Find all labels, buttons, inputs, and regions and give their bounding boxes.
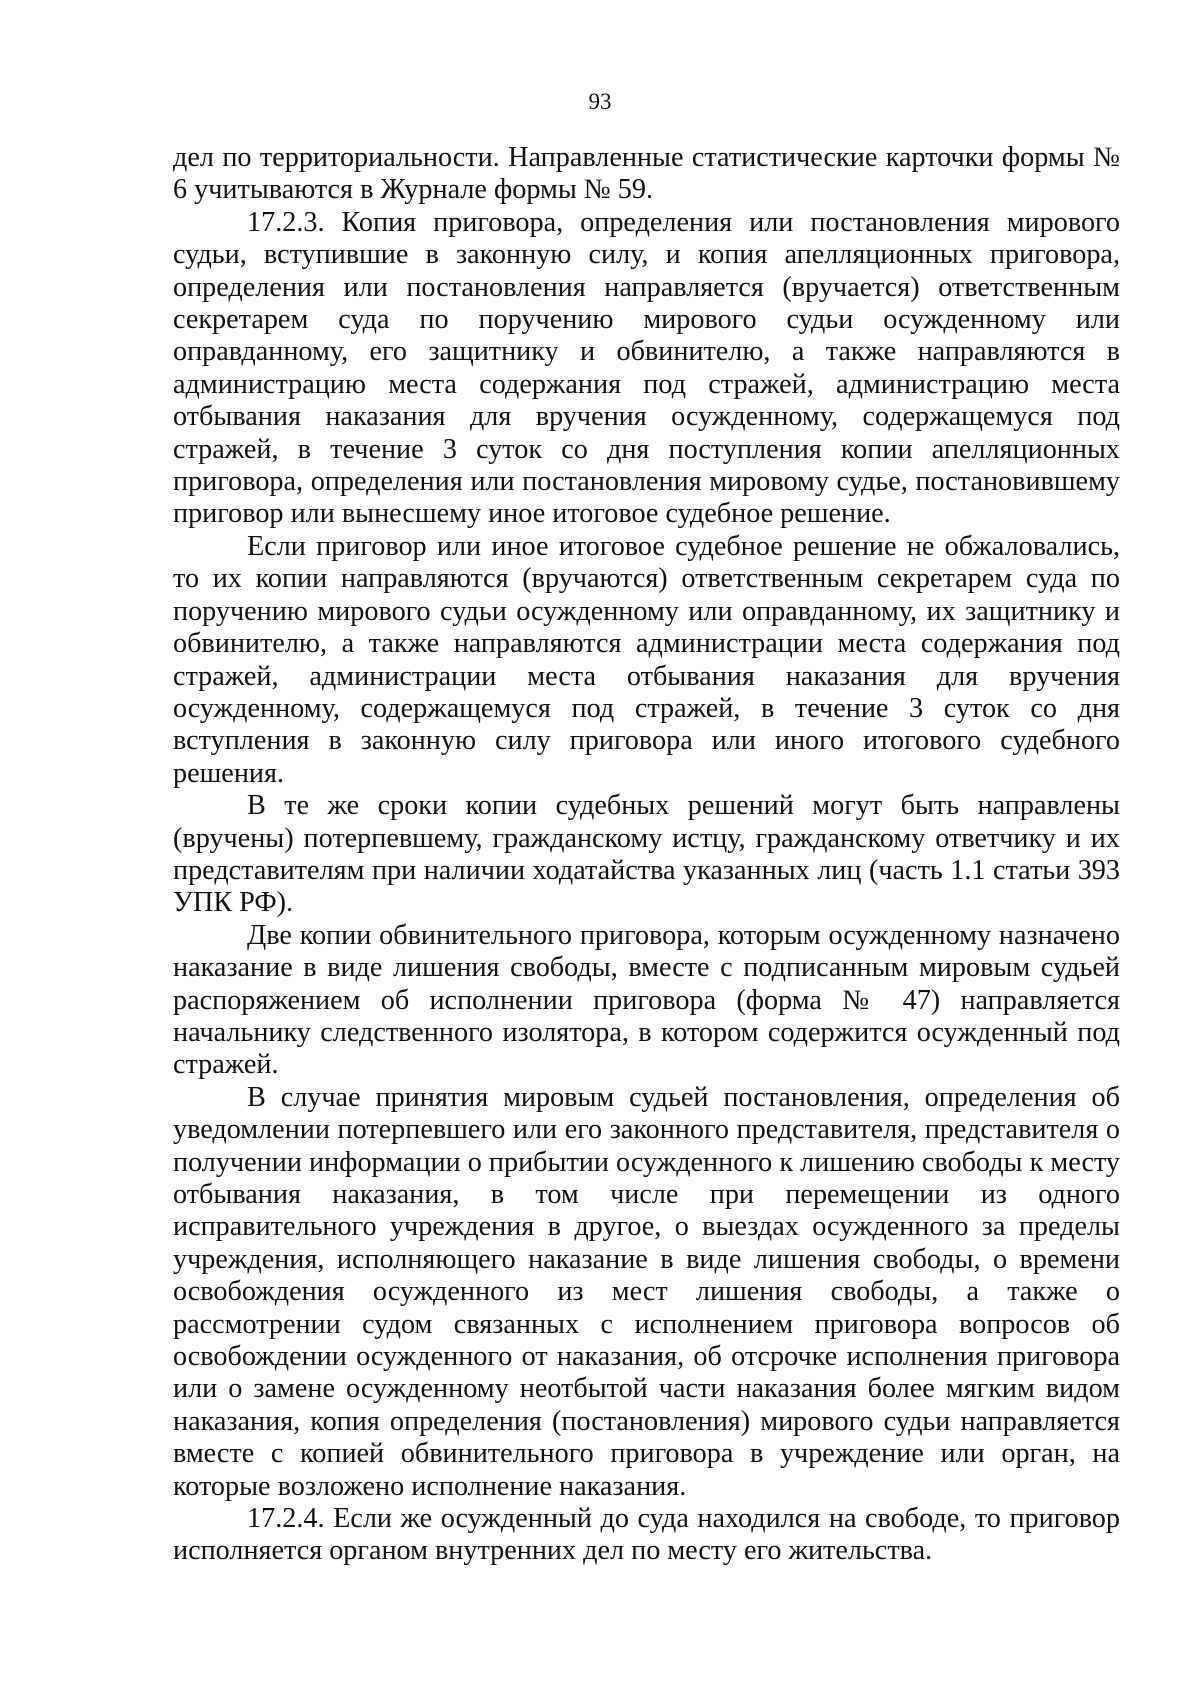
paragraph-victim-notification: В случае принятия мировым судьей постановления, определения об уведомлении потерпевшего или его законного представителя, представителя о получении информации о прибытии осужденного к лишению свободы к месту отбывания наказания, в том числе при перемещении из одного исправительного учреждения в другое, о выездах осужденного за пределы учреждения, исполняющего наказание в виде лишения свободы, о времени освобождения осужденного из мест лишения свободы, а также о рассмотрении судом связанных с исполнением приговора вопросов об освобождении осужденного от наказания, об отсрочке исполнения приговора или о замене осужденному неотбытой части наказания более мягким видом наказания, копия определения (постановления) мирового судьи направляется вместе с копией обвинительного приговора в учреждение или орган, на которые возложено исполнение наказания. (173, 1081, 1120, 1502)
paragraph-17-2-3: 17.2.3. Копия приговора, определения или постановления мирового судьи, вступившие в законную силу, и копия апелляционных приговора, определения или постановления направляется (вручается) ответственным секретарем суда по поручению мирового судьи осужденному или оправданному, его защитнику и обвинителю, а также направляются в администрацию места содержания под стражей, администрацию места отбывания наказания для вручения осужденному, содержащемуся под стражей, в течение 3 суток со дня поступления копии апелляционных приговора, определения или постановления мировому судье, постановившему приговор или вынесшему иное итоговое судебное решение. (173, 206, 1120, 530)
document-body (173, 142, 1120, 1568)
paragraph-same-terms: В те же сроки копии судебных решений могут быть направлены (вручены) потерпевшему, гражданскому истцу, гражданскому ответчику и их представителям при наличии ходатайства указанных лиц (часть 1.1 статьи 393 УПК РФ). (173, 790, 1120, 919)
paragraph-continuation: дел по территориальности. Направленные статистические карточки формы № 6 учитываются в Журнале формы № 59. (173, 142, 1120, 206)
page-number: 93 (588, 89, 612, 114)
paragraph-two-copies: Две копии обвинительного приговора, которым осужденному назначено наказание в виде лишения свободы, вместе с подписанным мировым судьей распоряжением об исполнении приговора (форма № 47) направляется начальнику следственного изолятора, в котором содержится осужденный под стражей. (173, 919, 1120, 1081)
paragraph-17-2-4: 17.2.4. Если же осужденный до суда находился на свободе, то приговор исполняется органом внутренних дел по месту его жительства. (173, 1503, 1120, 1567)
paragraph-not-appealed: Если приговор или иное итоговое судебное решение не обжаловались, то их копии направляются (вручаются) ответственным секретарем суда по поручению мирового судьи осужденному или оправданному, их защитнику и обвинителю, а также направляются администрации места содержания под стражей, администрации места отбывания наказания для вручения осужденному, содержащемуся под стражей, в течение 3 суток со дня вступления в законную силу приговора или иного итогового судебного решения. (173, 530, 1120, 789)
